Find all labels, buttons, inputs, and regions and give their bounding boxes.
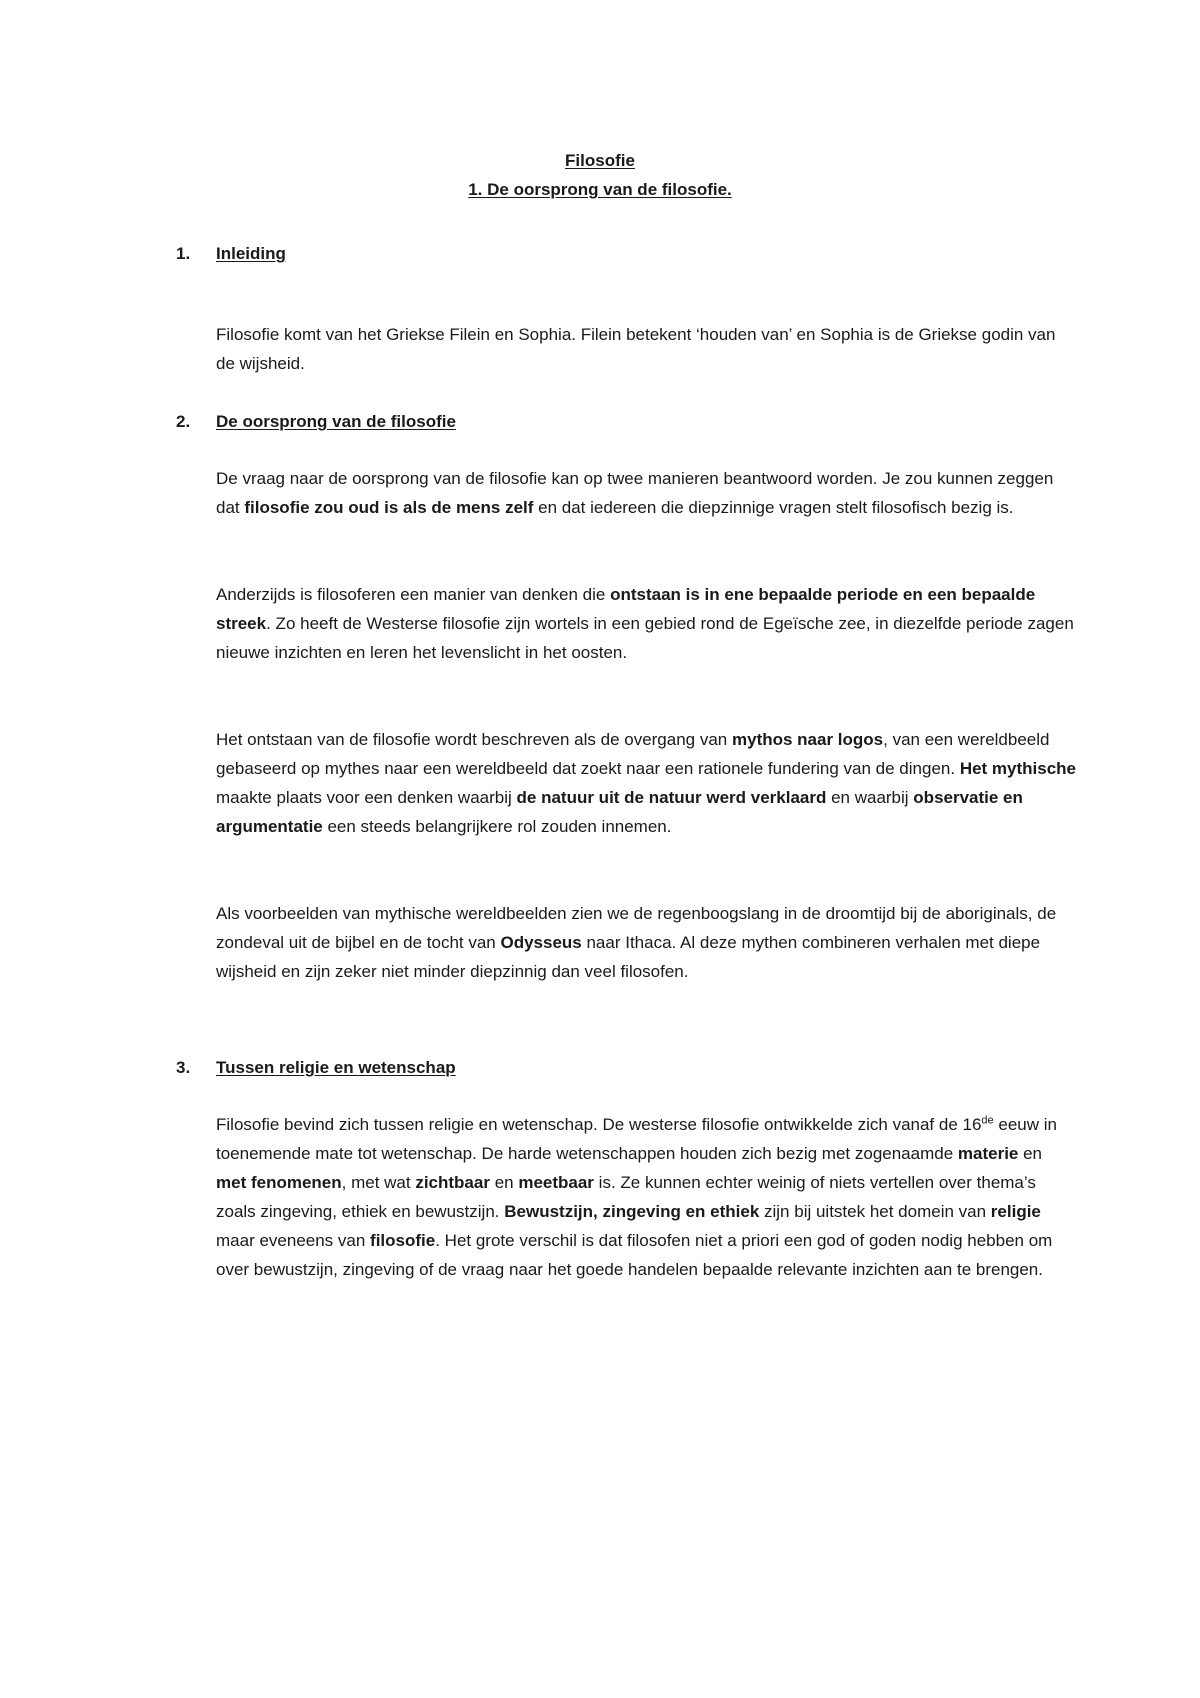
section-heading-inleiding (176, 239, 286, 268)
paragraph-text: maar eveneens van (216, 1231, 371, 1250)
paragraph (216, 464, 1076, 522)
paragraph (216, 725, 1076, 841)
superscript-text: de (981, 1114, 994, 1127)
paragraph (216, 320, 1076, 378)
emphasis-text: materie (957, 1144, 1019, 1163)
emphasis-text: observatie en argumentatie (216, 788, 1023, 836)
emphasis-text: religie (990, 1202, 1041, 1221)
title-block (0, 146, 1200, 204)
section-title: De oorsprong van de filosofie (216, 412, 456, 431)
emphasis-text: meetbaar (518, 1173, 594, 1192)
paragraph-text: , met wat (341, 1173, 416, 1192)
section-number: 2. (176, 412, 191, 431)
document-title: Filosofie (565, 151, 635, 170)
paragraph-text: eeuw in toenemende mate tot wetenschap. De harde wetenschappen houden zich bezig met zogenaamde (216, 1115, 1057, 1163)
emphasis-text: Odysseus (500, 933, 582, 952)
document-subtitle: 1. De oorsprong van de filosofie. (468, 180, 732, 199)
emphasis-text: ontstaan is in ene bepaalde periode en een bepaalde streek (216, 585, 1036, 633)
paragraph-text: en (489, 1173, 519, 1192)
section-number: 1. (176, 244, 191, 263)
paragraph-text: De vraag naar de oorsprong van de filosofie kan op twee manieren beantwoord worden. Je zou kunnen zeggen dat (216, 469, 1054, 517)
section-title: Inleiding (216, 244, 286, 263)
emphasis-text: filosofie (370, 1231, 436, 1250)
emphasis-text: de natuur uit de natuur werd verklaard (516, 788, 827, 807)
paragraph (216, 580, 1076, 667)
paragraph-text: naar Ithaca. Al deze mythen combineren verhalen met diepe wijsheid en zijn zeker niet minder diepzinnig dan veel filosofen. (216, 933, 1041, 981)
paragraph-text: Het ontstaan van de filosofie wordt beschreven als de overgang van (216, 730, 732, 749)
paragraph-text: Filosofie bevind zich tussen religie en wetenschap. De westerse filosofie ontwikkelde zich vanaf de 16 (216, 1115, 982, 1134)
emphasis-text: met fenomenen (216, 1173, 342, 1192)
emphasis-text: Bewustzijn, zingeving en ethiek (504, 1202, 760, 1221)
paragraph-text: een steeds belangrijkere rol zouden innemen. (322, 817, 672, 836)
section-heading-oorsprong (176, 407, 456, 436)
emphasis-text: zichtbaar (415, 1173, 490, 1192)
paragraph (216, 899, 1076, 986)
section-title: Tussen religie en wetenschap (216, 1058, 456, 1077)
paragraph-text: Filosofie komt van het Griekse Filein en Sophia. Filein betekent ‘houden van’ en Sophia is de Griekse godin van de wijsheid. (216, 325, 1056, 373)
paragraph-text: maakte plaats voor een denken waarbij (216, 788, 517, 807)
paragraph-text: is. Ze kunnen echter weinig of niets vertellen over thema’s zoals zingeving, ethiek en bewustzijn. (216, 1173, 1036, 1221)
paragraph-text: . Het grote verschil is dat filosofen niet a priori een god of goden nodig hebben om over bewustzijn, zingeving of de vraag naar het goede handelen bepaalde relevante inzichten aan te brengen. (216, 1231, 1053, 1279)
paragraph-text: , van een wereldbeeld gebaseerd op mythes naar een wereldbeeld dat zoekt naar een rationele fundering van de dingen. (216, 730, 1050, 778)
paragraph (216, 1110, 1076, 1284)
paragraph-text: en dat iedereen die diepzinnige vragen stelt filosofisch bezig is. (533, 498, 1014, 517)
paragraph-text: zijn bij uitstek het domein van (759, 1202, 991, 1221)
paragraph-text: . Zo heeft de Westerse filosofie zijn wortels in een gebied rond de Egeïsche zee, in diezelfde periode zagen nieuwe inzichten en leren het levenslicht in het oosten. (216, 614, 1074, 662)
paragraph-text: Als voorbeelden van mythische wereldbeelden zien we de regenboogslang in de droomtijd bij de aboriginals, de zondeval uit de bijbel en de tocht van (216, 904, 1057, 952)
section-number: 3. (176, 1058, 191, 1077)
emphasis-text: filosofie zou oud is als de mens zelf (244, 498, 534, 517)
paragraph-text: en waarbij (826, 788, 914, 807)
emphasis-text: mythos naar logos (732, 730, 884, 749)
paragraph-text: en (1018, 1144, 1043, 1163)
section-heading-religie-wetenschap (176, 1053, 456, 1082)
paragraph-text: Anderzijds is filosoferen een manier van denken die (216, 585, 611, 604)
emphasis-text: Het mythische (959, 759, 1077, 778)
